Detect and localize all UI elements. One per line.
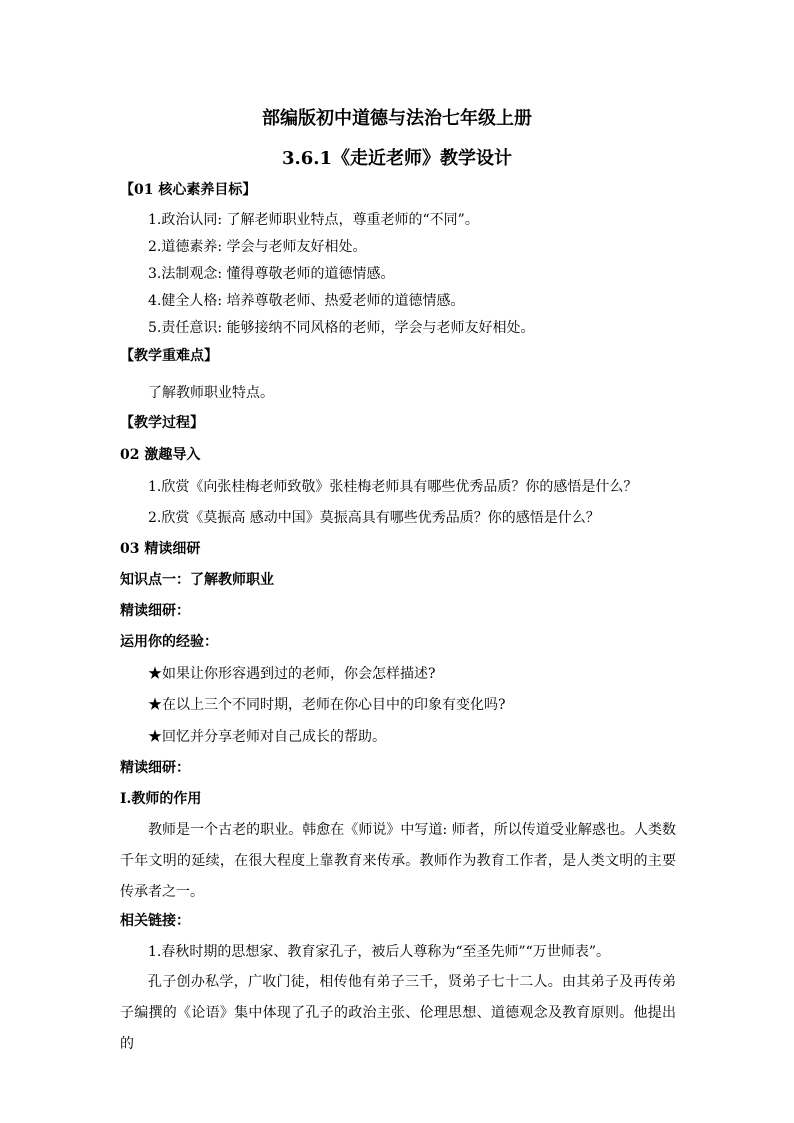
- goal-item: 1.政治认同: 了解老师职业特点，尊重老师的“不同”。: [148, 212, 479, 228]
- experience-item: ★如果让你形容遇到过的老师，你会怎样描述?: [148, 666, 436, 682]
- experience-label: 运用你的经验：: [120, 634, 218, 650]
- confucius-paragraph: 孔子创办私学，广收门徒，相传他有弟子三千，贤弟子七十二人。由其弟子及再传弟子编撰的《论语》集中体现了孔子的政治主张、伦理思想、道德观念及教育原则。他提出的: [120, 974, 676, 1052]
- document-title: 部编版初中道德与法治七年级上册: [262, 108, 532, 129]
- experience-item: ★回忆并分享老师对自己成长的帮助。: [148, 729, 386, 745]
- goal-item: 5.责任意识: 能够接纳不同风格的老师，学会与老师友好相处。: [148, 320, 535, 336]
- goal-item: 4.健全人格: 培养尊敬老师、热爱老师的道德情感。: [148, 293, 465, 309]
- intro-item: 1.欣赏《向张桂梅老师致敬》张桂梅老师具有哪些优秀品质？你的感悟是什么？: [148, 479, 638, 495]
- goal-item: 2.道德素养: 学会与老师友好相处。: [148, 239, 367, 255]
- section-heading-process: 【教学过程】: [120, 415, 204, 431]
- document-subtitle: 3.6.1《走近老师》教学设计: [281, 148, 513, 169]
- study-label: 精读细研：: [120, 603, 190, 619]
- intro-heading: 02 激趣导入: [120, 447, 201, 463]
- section-heading-key-points: 【教学重难点】: [120, 348, 218, 364]
- experience-item: ★在以上三个不同时期，老师在你心目中的印象有变化吗?: [148, 697, 506, 713]
- role-heading: Ⅰ.教师的作用: [120, 791, 202, 807]
- knowledge-point-heading: 知识点一：了解教师职业: [120, 572, 274, 588]
- link-label: 相关链接：: [120, 913, 190, 929]
- link-item: 1.春秋时期的思想家、教育家孔子，被后人尊称为“至圣先师”“万世师表”。: [148, 944, 610, 960]
- section-heading-goals: 【01 核心素养目标】: [120, 182, 257, 198]
- intro-item: 2.欣赏《莫振高 感动中国》莫振高具有哪些优秀品质？你的感悟是什么？: [148, 510, 600, 526]
- study-label: 精读细研：: [120, 760, 190, 776]
- goal-item: 3.法制观念: 懂得尊敬老师的道德情感。: [148, 266, 395, 282]
- study-heading: 03 精读细研: [120, 541, 201, 557]
- key-point-text: 了解教师职业特点。: [148, 385, 274, 401]
- role-paragraph: 教师是一个古老的职业。韩愈在《师说》中写道: 师者，所以传道受业解惑也。人类数千年文明的延续，在很大程度上靠教育来传承。教师作为教育工作者，是人类文明的主要传承者之一。: [120, 822, 676, 900]
